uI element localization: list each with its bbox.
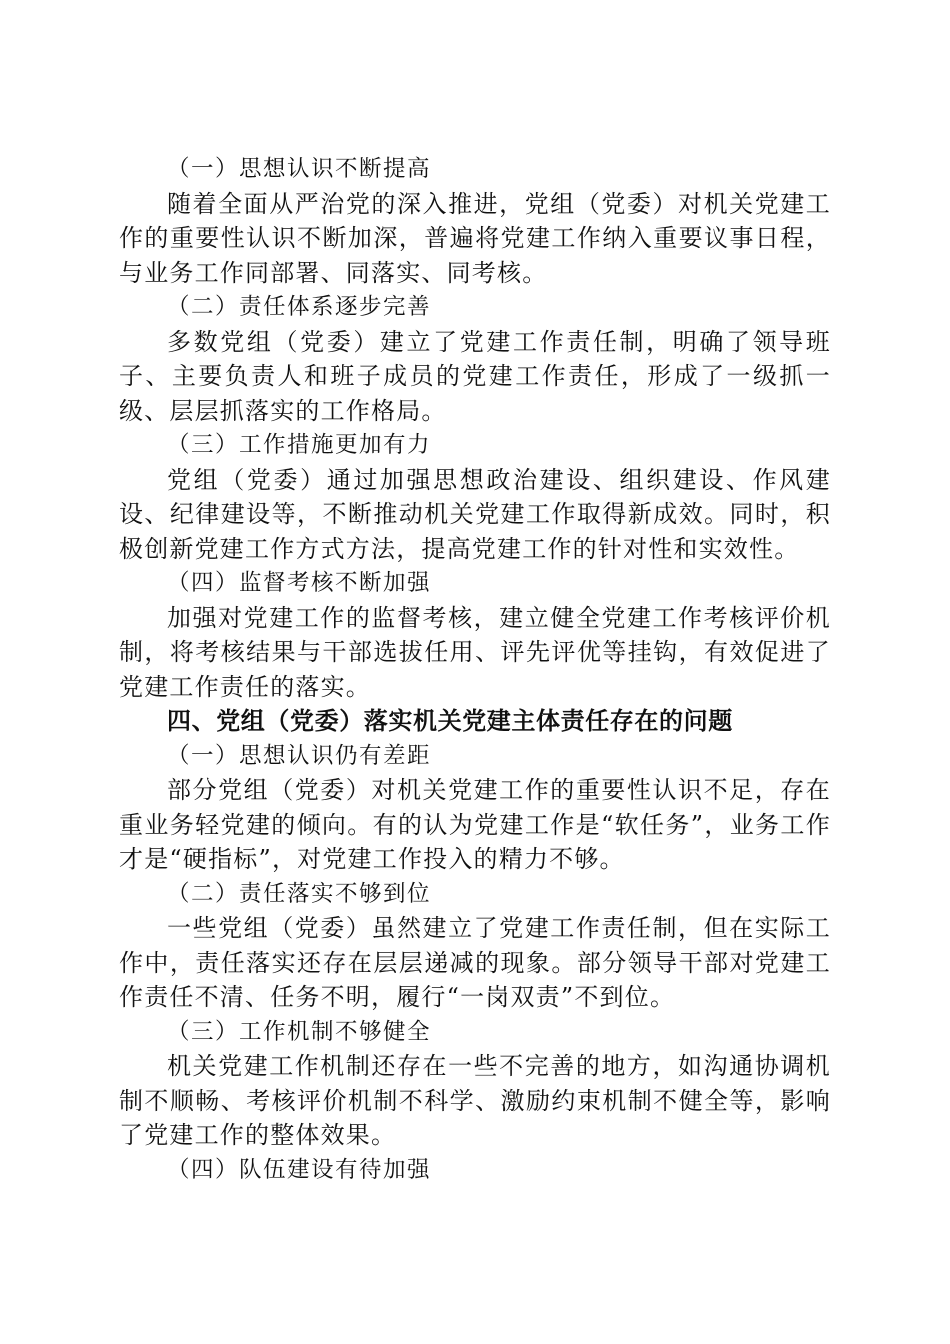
subheading-responsibility-system: （二）责任体系逐步完善 [167, 294, 432, 320]
subheading-thinking-improving: （一）思想认识不断提高 [167, 156, 432, 182]
subheading-team-building: （四）队伍建设有待加强 [167, 1156, 432, 1183]
section-heading-problems: 四、党组（党委）落实机关党建主体责任存在的问题 [167, 707, 733, 735]
subheading-supervision: （四）监督考核不断加强 [167, 570, 432, 596]
paragraph-work-mechanism: 机关党建工作机制还存在一些不完善的地方，如沟通协调机制不顺畅、考核评价机制不科学、激励约束机制不健全等，影响了党建工作的整体效果。 [119, 1052, 831, 1149]
paragraph-work-measures: 党组（党委）通过加强思想政治建设、组织建设、作风建设、纪律建设等，不断推动机关党建工作取得新成效。同时，积极创新党建工作方式方法，提高党建工作的针对性和实效性。 [119, 465, 831, 563]
subheading-responsibility-implementation: （二）责任落实不够到位 [167, 880, 432, 907]
paragraph-responsibility-implementation: 一些党组（党委）虽然建立了党建工作责任制，但在实际工作中，责任落实还存在层层递减的现象。部分领导干部对党建工作责任不清、任务不明，履行“一岗双责”不到位。 [119, 914, 831, 1011]
paragraph-thinking-gap: 部分党组（党委）对机关党建工作的重要性认识不足，存在重业务轻党建的倾向。有的认为党建工作是“软任务”，业务工作才是“硬指标”，对党建工作投入的精力不够。 [119, 776, 831, 873]
document-body [119, 152, 831, 1187]
paragraph-thinking-improving: 随着全面从严治党的深入推进，党组（党委）对机关党建工作的重要性认识不断加深，普遍将党建工作纳入重要议事日程，与业务工作同部署、同落实、同考核。 [119, 189, 831, 287]
subheading-work-mechanism: （三）工作机制不够健全 [167, 1018, 432, 1045]
paragraph-responsibility-system: 多数党组（党委）建立了党建工作责任制，明确了领导班子、主要负责人和班子成员的党建工作责任，形成了一级抓一级、层层抓落实的工作格局。 [119, 327, 831, 425]
subheading-thinking-gap: （一）思想认识仍有差距 [167, 742, 432, 769]
paragraph-supervision: 加强对党建工作的监督考核，建立健全党建工作考核评价机制，将考核结果与干部选拔任用、评先评优等挂钩，有效促进了党建工作责任的落实。 [119, 603, 831, 701]
subheading-work-measures: （三）工作措施更加有力 [167, 432, 432, 458]
